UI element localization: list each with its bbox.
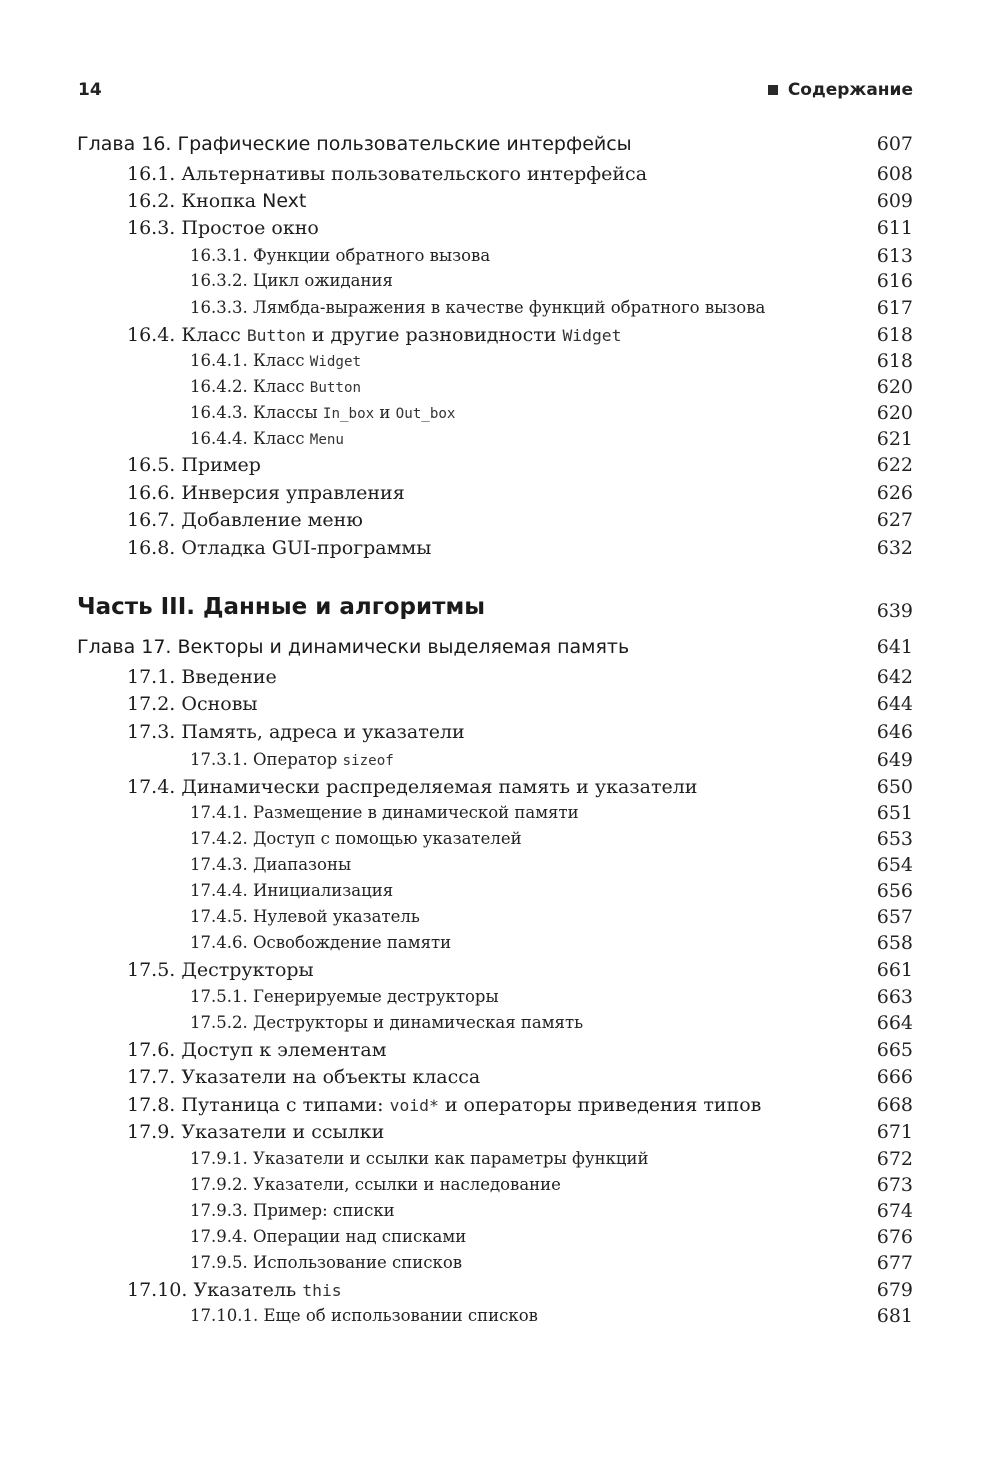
toc-entry-title: 17.4.4. Инициализация: [190, 881, 394, 900]
toc-chapter: [0, 634, 1000, 660]
toc-entry-title: 17.6. Доступ к элементам: [127, 1039, 387, 1061]
toc-entry-page: 666: [876, 1066, 913, 1088]
toc-entry-title: [190, 348, 361, 375]
toc-entry-page: 618: [876, 324, 913, 346]
toc-entry-text: 16.2. Кнопка: [127, 190, 263, 212]
toc-entry-page: 609: [876, 190, 913, 212]
toc-entry-title: [127, 1277, 342, 1304]
toc-entry-title: 17.7. Указатели на объекты класса: [127, 1066, 481, 1088]
toc-subsection: [0, 878, 1000, 904]
toc-entry-code: Menu: [309, 432, 344, 448]
toc-subsection: [0, 1198, 1000, 1224]
toc-section: [0, 507, 1000, 533]
toc-entry-page: 681: [876, 1305, 913, 1327]
running-title-group: [768, 80, 913, 100]
toc-part: [0, 591, 1000, 623]
toc-entry-page: 620: [876, 376, 913, 398]
toc-entry-title: 16.3.3. Лямбда-выражения в качестве функций обратного вызова: [190, 298, 766, 317]
toc-entry-text: и операторы приведения типов: [438, 1094, 762, 1116]
toc-subsection: [0, 374, 1000, 400]
toc-entry-text: Next: [262, 190, 307, 212]
toc-entry-title: 17.9.4. Операции над списками: [190, 1227, 467, 1246]
toc-entry-page: 626: [876, 482, 913, 504]
toc-subsection: [0, 1250, 1000, 1276]
toc-entry-title: 16.1. Альтернативы пользовательского интерфейса: [127, 163, 648, 185]
toc-entry-page: 658: [876, 932, 913, 954]
toc-entry-title: 17.2. Основы: [127, 693, 258, 715]
toc-entry-title: 17.5. Деструкторы: [127, 959, 314, 981]
running-title: Содержание: [787, 80, 913, 100]
toc-entry-title: 17.5.2. Деструкторы и динамическая память: [190, 1013, 584, 1032]
toc-entry-page: 611: [876, 217, 913, 239]
toc-entry-title: 17.4.1. Размещение в динамической памяти: [190, 803, 579, 822]
toc-entry-title: 16.8. Отладка GUI-программы: [127, 537, 432, 559]
toc-entry-page: 618: [876, 350, 913, 372]
toc-entry-title: 17.9.3. Пример: списки: [190, 1201, 395, 1220]
toc-chapter: [0, 131, 1000, 157]
toc-entry-text: 16.4. Класс: [127, 324, 247, 346]
toc-entry-text: 16.4.3. Классы: [190, 403, 323, 422]
running-head: [78, 79, 913, 101]
toc-entry-title: [127, 188, 306, 214]
toc-entry-page: 616: [876, 270, 913, 292]
toc-subsection: [0, 800, 1000, 826]
toc-subsection: [0, 348, 1000, 374]
toc-subsection: [0, 400, 1000, 426]
toc-entry-page: 642: [876, 666, 913, 688]
toc-entry-code: sizeof: [342, 753, 394, 769]
toc-entry-title: [190, 400, 455, 427]
toc-entry-page: 668: [876, 1094, 913, 1116]
toc-entry-page: 677: [876, 1252, 913, 1274]
toc-entry-page: 673: [876, 1174, 913, 1196]
toc-subsection: [0, 904, 1000, 930]
toc-entry-title: 17.4. Динамически распределяемая память и указатели: [127, 776, 698, 798]
toc-entry-page: 644: [876, 693, 913, 715]
toc-entry-title: 16.3. Простое окно: [127, 217, 319, 239]
toc-entry-page: 617: [876, 297, 913, 319]
toc-entry-code: Button: [246, 326, 306, 345]
toc-entry-title: 17.4.2. Доступ с помощью указателей: [190, 829, 522, 848]
toc-entry-title: 16.6. Инверсия управления: [127, 482, 405, 504]
toc-entry-title: 16.3.2. Цикл ожидания: [190, 271, 393, 290]
toc-section: [0, 480, 1000, 506]
toc-section: [0, 664, 1000, 690]
toc-entry-page: 632: [876, 537, 913, 559]
toc-subsection: [0, 1010, 1000, 1036]
toc-entry-title: 17.9.1. Указатели и ссылки как параметры функций: [190, 1149, 649, 1168]
toc-entry-page: 649: [876, 749, 913, 771]
toc-entry-code: this: [302, 1281, 342, 1300]
toc-entry-title: [190, 426, 344, 453]
toc-entry-page: 653: [876, 828, 913, 850]
toc-subsection: [0, 747, 1000, 773]
toc-entry-title: 17.10.1. Еще об использовании списков: [190, 1306, 538, 1325]
toc-entry-page: 621: [876, 428, 913, 450]
toc-section: [0, 322, 1000, 348]
toc-entry-page: 656: [876, 880, 913, 902]
toc-subsection: [0, 295, 1000, 321]
toc-subsection: [0, 243, 1000, 269]
toc-entry-page: 661: [876, 959, 913, 981]
toc-subsection: [0, 426, 1000, 452]
toc-entry-text: 17.3.1. Оператор: [190, 750, 343, 769]
toc-entry-code: Out_box: [395, 406, 456, 422]
toc-entry-text: и: [374, 403, 396, 422]
toc-subsection: [0, 852, 1000, 878]
toc-entry-page: 672: [876, 1148, 913, 1170]
toc-entry-page: 657: [876, 906, 913, 928]
toc-entry-title: [190, 747, 394, 774]
toc-entry-page: 639: [876, 600, 913, 622]
toc-entry-page: 650: [876, 776, 913, 798]
toc-section: [0, 1119, 1000, 1145]
toc-entry-title: 17.9.2. Указатели, ссылки и наследование: [190, 1175, 561, 1194]
toc-subsection: [0, 826, 1000, 852]
toc-entry-page: 665: [876, 1039, 913, 1061]
toc-entry-title: 16.3.1. Функции обратного вызова: [190, 246, 491, 265]
toc-section: [0, 161, 1000, 187]
toc-entry-page: 607: [876, 133, 913, 155]
toc-entry-code: Widget: [309, 354, 362, 370]
toc-entry-page: 622: [876, 454, 913, 476]
toc-subsection: [0, 268, 1000, 294]
toc-subsection: [0, 1303, 1000, 1329]
toc-subsection: [0, 1172, 1000, 1198]
toc-entry-title: [127, 322, 621, 349]
toc-entry-code: In_box: [322, 406, 375, 422]
toc-section: [0, 957, 1000, 983]
toc-entry-code: Widget: [562, 326, 622, 345]
toc-entry-title: 16.5. Пример: [127, 454, 261, 476]
toc-entry-page: 646: [876, 721, 913, 743]
toc-entry-title: Глава 17. Векторы и динамически выделяемая память: [77, 636, 630, 658]
toc-entry-page: 663: [876, 986, 913, 1008]
toc-section: [0, 774, 1000, 800]
toc-entry-title: 17.4.5. Нулевой указатель: [190, 907, 420, 926]
toc-entry-page: 620: [876, 402, 913, 424]
square-bullet-icon: [768, 85, 778, 95]
toc-section: [0, 1037, 1000, 1063]
toc-section: [0, 452, 1000, 478]
toc-entry-title: 17.5.1. Генерируемые деструкторы: [190, 987, 499, 1006]
toc-entry-page: 654: [876, 854, 913, 876]
toc-entry-text: 16.4.1. Класс: [190, 351, 310, 370]
toc-entry-page: 671: [876, 1121, 913, 1143]
toc-entry-title: 17.3. Память, адреса и указатели: [127, 721, 465, 743]
toc-section: [0, 215, 1000, 241]
toc-subsection: [0, 1224, 1000, 1250]
toc-entry-title: 17.9.5. Использование списков: [190, 1253, 463, 1272]
toc-entry-title: 17.4.6. Освобождение памяти: [190, 933, 452, 952]
toc-entry-title: [127, 1092, 761, 1119]
toc-entry-text: 17.10. Указатель: [127, 1279, 303, 1301]
toc-entry-title: Глава 16. Графические пользовательские интерфейсы: [77, 133, 632, 155]
page-number: 14: [78, 80, 102, 100]
toc-section: [0, 719, 1000, 745]
toc-entry-page: 641: [876, 636, 913, 658]
toc-section: [0, 1277, 1000, 1303]
toc-entry-text: 16.4.4. Класс: [190, 429, 310, 448]
toc-entry-title: Часть III. Данные и алгоритмы: [77, 594, 486, 620]
toc-entry-page: 679: [876, 1279, 913, 1301]
toc-entry-title: [190, 374, 361, 401]
toc-entry-title: 17.1. Введение: [127, 666, 277, 688]
toc-section: [0, 188, 1000, 214]
toc-section: [0, 535, 1000, 561]
toc-entry-page: 651: [876, 802, 913, 824]
toc-subsection: [0, 1146, 1000, 1172]
toc-subsection: [0, 930, 1000, 956]
toc-entry-title: 16.7. Добавление меню: [127, 509, 363, 531]
toc-entry-title: 17.4.3. Диапазоны: [190, 855, 352, 874]
toc-section: [0, 1092, 1000, 1118]
toc-entry-code: void*: [389, 1096, 439, 1115]
toc-entry-page: 613: [876, 245, 913, 267]
toc-entry-text: и другие разновидности: [305, 324, 563, 346]
toc-entry-page: 676: [876, 1226, 913, 1248]
toc-entry-code: Button: [309, 380, 362, 396]
toc-entry-text: 17.8. Путаница с типами:: [127, 1094, 390, 1116]
toc-section: [0, 1064, 1000, 1090]
toc-entry-text: 16.4.2. Класс: [190, 377, 310, 396]
toc-entry-title: 17.9. Указатели и ссылки: [127, 1121, 385, 1143]
toc-entry-page: 627: [876, 509, 913, 531]
toc-entry-page: 674: [876, 1200, 913, 1222]
toc-entry-page: 664: [876, 1012, 913, 1034]
toc-subsection: [0, 984, 1000, 1010]
toc-entry-page: 608: [876, 163, 913, 185]
toc-section: [0, 691, 1000, 717]
